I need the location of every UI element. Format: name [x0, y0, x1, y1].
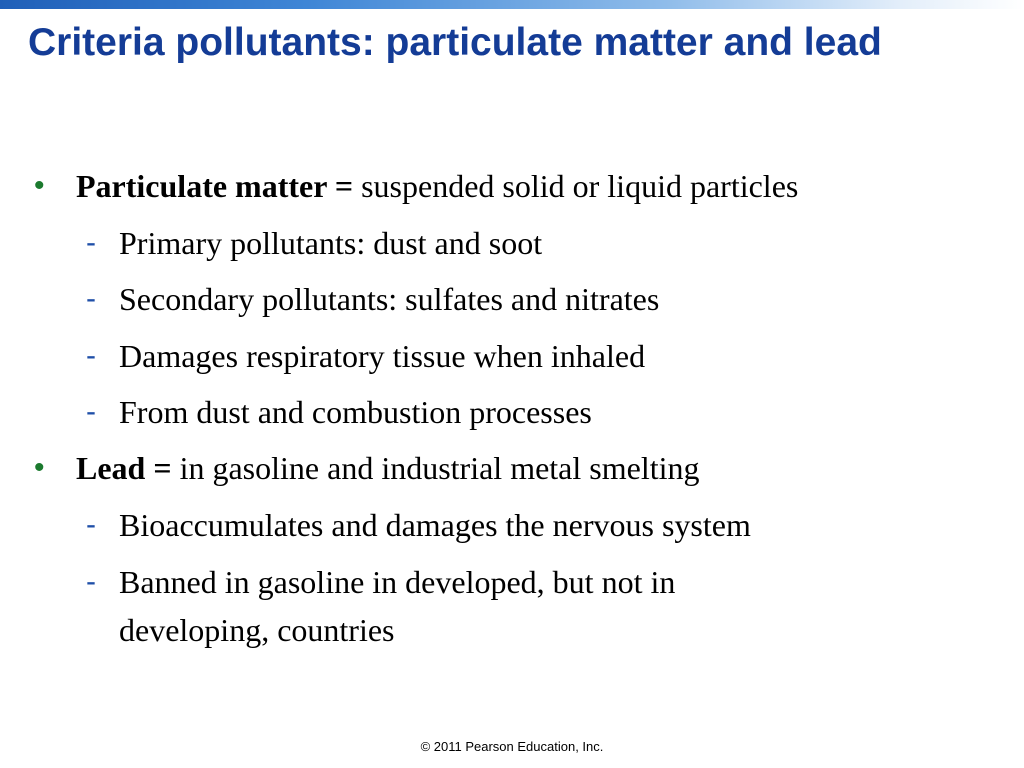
- bullet-marker: •: [34, 451, 45, 484]
- slide-title: Criteria pollutants: particulate matter and lead: [28, 21, 882, 64]
- sub-item: Primary pollutants: dust and soot: [119, 225, 543, 261]
- bullet-term: Lead: [76, 450, 146, 486]
- sub-item-continuation: developing, countries: [119, 612, 395, 648]
- dash-marker: -: [86, 395, 96, 428]
- sub-item: From dust and combustion processes: [119, 394, 592, 430]
- dash-marker: -: [86, 282, 96, 315]
- dash-marker: -: [86, 565, 96, 598]
- dash-marker: -: [86, 226, 96, 259]
- equals-sign: =: [326, 168, 362, 204]
- dash-marker: -: [86, 508, 96, 541]
- sub-item: Secondary pollutants: sulfates and nitrates: [119, 281, 660, 317]
- bullet-definition: suspended solid or liquid particles: [361, 168, 799, 204]
- dash-marker: -: [86, 339, 96, 372]
- equals-sign: =: [145, 450, 180, 486]
- bullet-item-lead: [76, 450, 699, 486]
- bullet-item-particulate-matter: [76, 168, 798, 204]
- bullet-definition: in gasoline and industrial metal smelting: [179, 450, 700, 486]
- bullet-marker: •: [34, 169, 45, 202]
- sub-item: Damages respiratory tissue when inhaled: [119, 338, 646, 374]
- bullet-term: Particulate matter: [76, 168, 327, 204]
- sub-item: Banned in gasoline in developed, but not in: [119, 564, 676, 600]
- sub-item: Bioaccumulates and damages the nervous system: [119, 507, 751, 543]
- copyright-footer: © 2011 Pearson Education, Inc.: [420, 739, 604, 754]
